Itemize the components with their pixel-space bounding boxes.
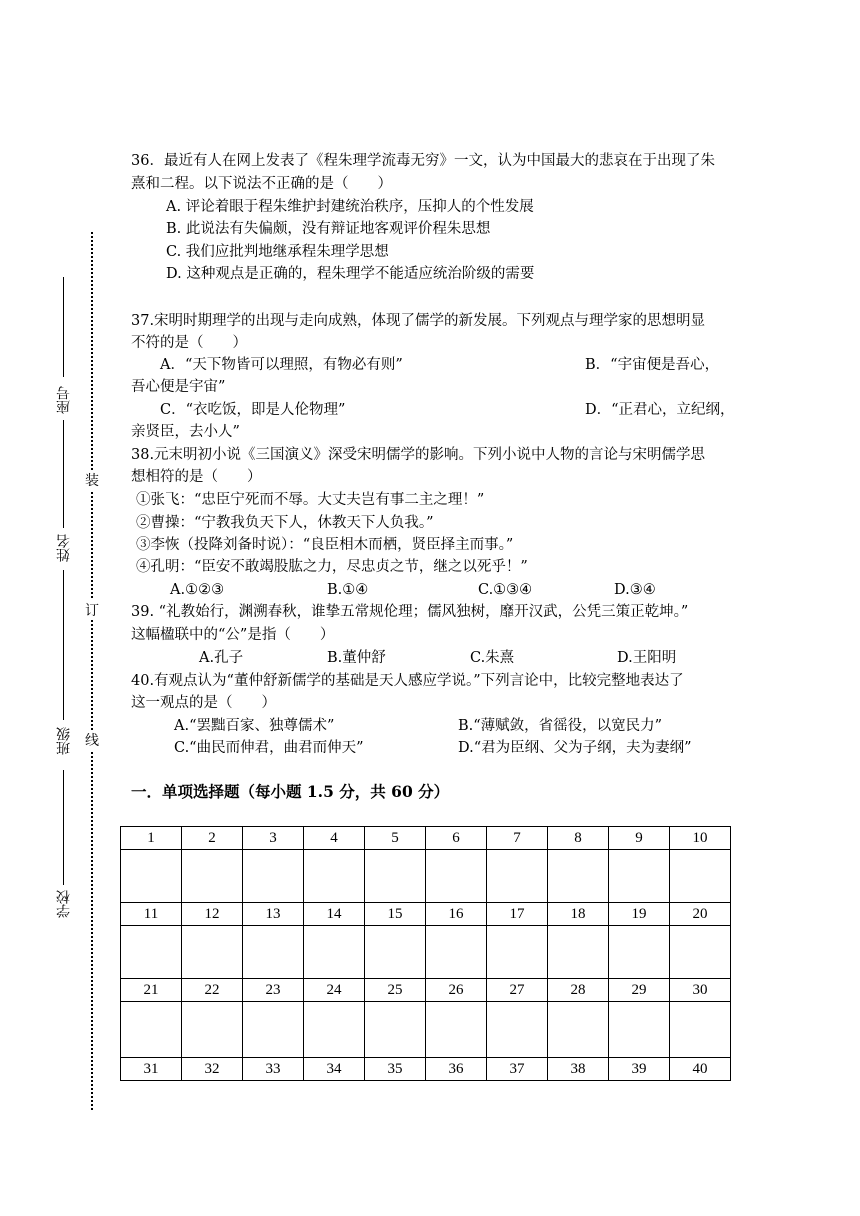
bind-char-xian: 线	[85, 730, 99, 750]
q37-stem-1: 37.宋明时期理学的出现与走向成熟，体现了儒学的新发展。下列观点与理学家的思想明显	[131, 313, 706, 329]
q37-stem-2: 不符的是（ ）	[131, 335, 247, 351]
q40-option-b: B.“薄赋敛，省徭役，以宽民力”	[458, 718, 663, 734]
class-label: 班级	[56, 727, 72, 755]
q39-stem-1: 39. “礼教始行，渊溯春秋，谁挚五常规伦理；儒风独树，靡开汉武，公凭三策正乾坤。”	[131, 604, 689, 620]
answer-number-row	[121, 903, 731, 926]
q39-option-a: A.孔子	[199, 650, 244, 666]
answer-number: 9	[609, 827, 670, 850]
answer-blank-row	[121, 1002, 731, 1058]
answer-number: 4	[304, 827, 365, 850]
q36-stem-1: 36．最近有人在网上发表了《程朱理学流毒无穷》一文，认为中国最大的悲哀在于出现了朱	[131, 153, 715, 169]
answer-number: 34	[304, 1058, 365, 1081]
answer-cell[interactable]	[487, 1002, 548, 1058]
q36-option-c: C. 我们应批判地继承程朱理学思想	[166, 244, 389, 260]
answer-cell[interactable]	[304, 850, 365, 903]
answer-number-row	[121, 827, 731, 850]
q38-stem-1: 38.元末明初小说《三国演义》深受宋明儒学的影响。下列小说中人物的言论与宋明儒学思	[131, 447, 706, 463]
q36-option-b: B. 此说法有失偏颇，没有辩证地客观评价程朱思想	[166, 221, 491, 237]
answer-cell[interactable]	[121, 1002, 182, 1058]
q38-item-4: ④孔明：“臣安不敢竭股肱之力，尽忠贞之节，继之以死乎！”	[136, 559, 528, 575]
answer-number: 15	[365, 903, 426, 926]
q40-stem-2: 这一观点的是（ ）	[131, 695, 276, 711]
answer-number: 28	[548, 979, 609, 1002]
q40-option-c: C.“曲民而伸君，曲君而伸天”	[174, 740, 364, 756]
answer-cell[interactable]	[365, 926, 426, 979]
answer-cell[interactable]	[487, 850, 548, 903]
answer-number: 19	[609, 903, 670, 926]
q38-item-2: ②曹操：“宁教我负天下人，休教天下人负我。”	[136, 515, 434, 531]
answer-cell[interactable]	[365, 850, 426, 903]
answer-cell[interactable]	[426, 850, 487, 903]
q38-option-d: D.③④	[614, 582, 656, 598]
q40-option-a: A.“罢黜百家、独尊儒术”	[174, 718, 335, 734]
name-underline	[63, 420, 64, 528]
answer-number: 39	[609, 1058, 670, 1081]
answer-cell[interactable]	[670, 1002, 731, 1058]
answer-cell[interactable]	[609, 850, 670, 903]
q38-option-c: C.①③④	[478, 582, 533, 598]
answer-number: 7	[487, 827, 548, 850]
q37-option-c: C．“衣吃饭，即是人伦物理”	[160, 402, 346, 418]
q38-stem-2: 想相符的是（ ）	[131, 469, 262, 485]
answer-cell[interactable]	[609, 926, 670, 979]
answer-cell[interactable]	[487, 926, 548, 979]
answer-number: 2	[182, 827, 243, 850]
answer-number: 37	[487, 1058, 548, 1081]
answer-number: 33	[243, 1058, 304, 1081]
bind-char-zhuang: 装	[85, 470, 99, 490]
q38-item-1: ①张飞：“忠臣宁死而不辱。大丈夫岂有事二主之理！”	[136, 492, 485, 508]
q37-option-b-cont: 吾心便是宇宙”	[131, 379, 226, 395]
answer-number: 5	[365, 827, 426, 850]
answer-number: 38	[548, 1058, 609, 1081]
answer-cell[interactable]	[426, 926, 487, 979]
answer-number: 26	[426, 979, 487, 1002]
answer-cell[interactable]	[243, 1002, 304, 1058]
answer-cell[interactable]	[426, 1002, 487, 1058]
answer-cell[interactable]	[304, 1002, 365, 1058]
q39-option-c: C.朱熹	[470, 650, 515, 666]
q37-option-b: B．“宇宙便是吾心，	[585, 357, 720, 373]
answer-number-row	[121, 1058, 731, 1081]
answer-cell[interactable]	[182, 850, 243, 903]
answer-cell[interactable]	[548, 850, 609, 903]
answer-number: 24	[304, 979, 365, 1002]
q38-option-b: B.①④	[327, 582, 369, 598]
answer-number: 11	[121, 903, 182, 926]
answer-grid	[120, 826, 731, 1081]
answer-number: 3	[243, 827, 304, 850]
name-label: 姓名	[56, 534, 72, 562]
seat-underline	[63, 277, 64, 377]
q37-option-d-cont: 亲贤臣，去小人”	[131, 424, 240, 440]
answer-blank-row	[121, 850, 731, 903]
school-label: 学校	[56, 890, 72, 918]
answer-cell[interactable]	[365, 1002, 426, 1058]
answer-number: 17	[487, 903, 548, 926]
answer-blank-row	[121, 926, 731, 979]
q36-option-a: A. 评论着眼于程朱维护封建统治秩序，压抑人的个性发展	[166, 199, 534, 215]
answer-number: 31	[121, 1058, 182, 1081]
answer-number: 6	[426, 827, 487, 850]
answer-number: 18	[548, 903, 609, 926]
q36-option-d: D. 这种观点是正确的，程朱理学不能适应统治阶级的需要	[166, 266, 535, 282]
answer-number: 35	[365, 1058, 426, 1081]
section-title: 一．单项选择题（每小题 1.5 分，共 60 分）	[131, 782, 450, 801]
answer-number: 8	[548, 827, 609, 850]
q39-stem-2: 这幅楹联中的“公”是指（ ）	[131, 627, 335, 643]
answer-cell[interactable]	[121, 850, 182, 903]
answer-number: 12	[182, 903, 243, 926]
answer-number: 14	[304, 903, 365, 926]
answer-number: 23	[243, 979, 304, 1002]
answer-number: 30	[670, 979, 731, 1002]
answer-number: 22	[182, 979, 243, 1002]
class-underline	[63, 570, 64, 720]
answer-cell[interactable]	[548, 926, 609, 979]
answer-cell[interactable]	[121, 926, 182, 979]
bind-char-ding: 订	[85, 600, 99, 620]
answer-number: 1	[121, 827, 182, 850]
answer-cell[interactable]	[243, 850, 304, 903]
answer-cell[interactable]	[548, 1002, 609, 1058]
answer-number: 27	[487, 979, 548, 1002]
q39-option-b: B.董仲舒	[327, 650, 386, 666]
school-underline	[63, 770, 64, 885]
answer-number: 40	[670, 1058, 731, 1081]
seat-label: 座号	[56, 386, 72, 414]
answer-number-row	[121, 979, 731, 1002]
q40-stem-1: 40.有观点认为“董仲舒新儒学的基础是天人感应学说。”下列言论中，比较完整地表达了	[131, 673, 684, 689]
answer-number: 13	[243, 903, 304, 926]
answer-number: 21	[121, 979, 182, 1002]
q40-option-d: D.“君为臣纲、父为子纲，夫为妻纲”	[458, 740, 692, 756]
binding-dotted-line	[91, 232, 93, 1110]
q39-option-d: D.王阳明	[617, 650, 677, 666]
answer-cell[interactable]	[304, 926, 365, 979]
answer-number: 16	[426, 903, 487, 926]
q37-option-a: A．“天下物皆可以理照，有物必有则”	[160, 357, 403, 373]
answer-cell[interactable]	[243, 926, 304, 979]
answer-number: 20	[670, 903, 731, 926]
answer-cell[interactable]	[182, 926, 243, 979]
answer-cell[interactable]	[670, 850, 731, 903]
answer-number: 36	[426, 1058, 487, 1081]
q38-item-3: ③李恢（投降刘备时说）：“良臣相木而栖，贤臣择主而事。”	[136, 537, 514, 553]
q37-option-d: D．“正君心，立纪纲，	[585, 402, 735, 418]
answer-cell[interactable]	[670, 926, 731, 979]
answer-cell[interactable]	[182, 1002, 243, 1058]
q38-option-a: A.①②③	[170, 582, 225, 598]
answer-cell[interactable]	[609, 1002, 670, 1058]
answer-number: 29	[609, 979, 670, 1002]
q36-stem-2: 熹和二程。以下说法不正确的是（ ）	[131, 176, 392, 192]
answer-number: 32	[182, 1058, 243, 1081]
answer-number: 25	[365, 979, 426, 1002]
answer-number: 10	[670, 827, 731, 850]
